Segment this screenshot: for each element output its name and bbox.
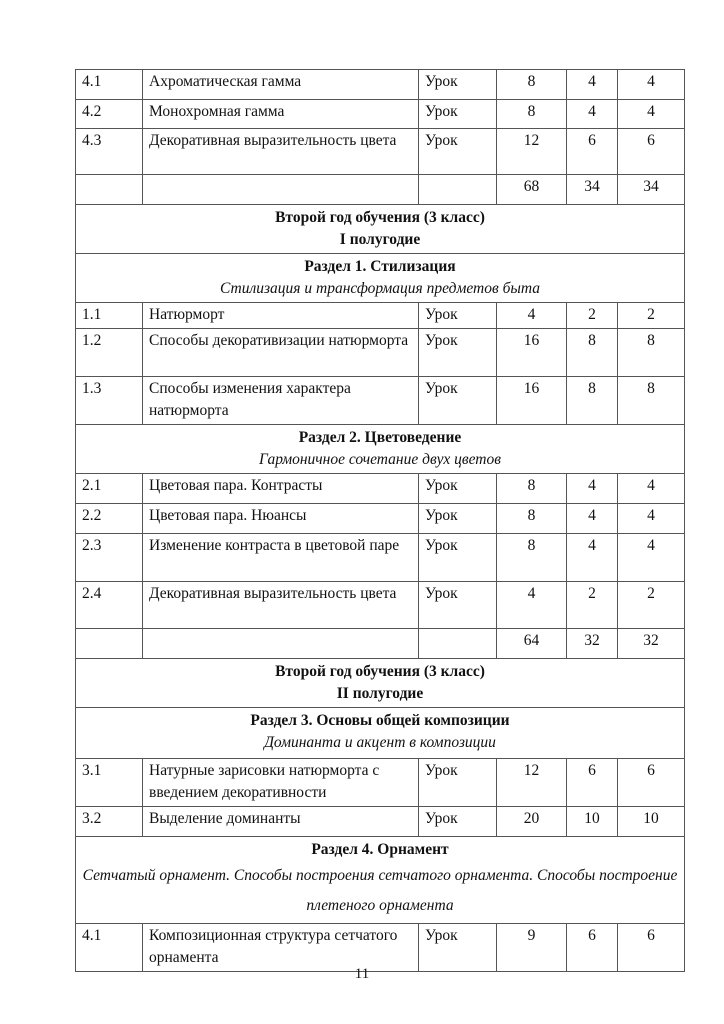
row-type: Урок: [419, 924, 497, 972]
row-topic: Цветовая пара. Контрасты: [143, 474, 419, 504]
table-row: [76, 924, 685, 972]
row-topic: Натюрморт: [143, 303, 419, 329]
row-number: 4.3: [76, 129, 143, 175]
row-type: Урок: [419, 70, 497, 100]
year-header: [76, 205, 685, 254]
row-hours-a: 4: [567, 100, 618, 129]
row-number: 4.1: [76, 924, 143, 972]
empty-cell: [143, 629, 419, 659]
row-topic: Натурные зарисовки натюрморта с введением декоративности: [143, 759, 419, 807]
row-hours-a: 4: [567, 504, 618, 534]
row-type: Урок: [419, 129, 497, 175]
section-title: Раздел 1. Стилизация: [304, 258, 456, 275]
row-total-hours: 12: [497, 759, 567, 807]
table-row: [76, 377, 685, 425]
row-total-hours: 8: [497, 474, 567, 504]
row-type: Урок: [419, 534, 497, 582]
empty-cell: [76, 629, 143, 659]
semester-title: I полугодие: [339, 231, 421, 248]
row-type: Урок: [419, 377, 497, 425]
page-number: 11: [354, 966, 370, 982]
year-header-row: [76, 205, 685, 254]
section-header-row: [76, 254, 685, 303]
row-number: 2.2: [76, 504, 143, 534]
section-title: Раздел 3. Основы общей композиции: [250, 712, 510, 729]
row-hours-a: 6: [567, 924, 618, 972]
row-number: 2.3: [76, 534, 143, 582]
row-topic: Декоративная выразительность цвета: [143, 129, 419, 175]
table-row: [76, 329, 685, 377]
section-header-row: [76, 708, 685, 759]
table-row: [76, 474, 685, 504]
semester-title: II полугодие: [336, 685, 424, 702]
row-type: Урок: [419, 582, 497, 629]
row-total-hours: 20: [497, 807, 567, 837]
row-number: 1.1: [76, 303, 143, 329]
row-hours-a: 4: [567, 474, 618, 504]
table-row: [76, 100, 685, 129]
row-hours-b: 6: [618, 129, 685, 175]
section-subtitle: Гармоничное сочетание двух цветов: [259, 451, 501, 468]
row-number: 3.2: [76, 807, 143, 837]
row-hours-b: 2: [618, 303, 685, 329]
row-topic: Цветовая пара. Нюансы: [143, 504, 419, 534]
row-number: 3.1: [76, 759, 143, 807]
section-header: [76, 837, 685, 924]
empty-cell: [143, 175, 419, 205]
curriculum-table: [75, 69, 685, 972]
section-header: [76, 425, 685, 474]
row-hours-a: 4: [567, 534, 618, 582]
row-type: Урок: [419, 807, 497, 837]
row-hours-b: 4: [618, 474, 685, 504]
empty-cell: [419, 629, 497, 659]
row-hours-b: 4: [618, 504, 685, 534]
table-row: [76, 504, 685, 534]
empty-cell: [76, 175, 143, 205]
section-title: Раздел 2. Цветоведение: [298, 429, 462, 446]
row-total-hours: 8: [497, 504, 567, 534]
table-row: [76, 759, 685, 807]
row-type: Урок: [419, 504, 497, 534]
row-topic: Монохромная гамма: [143, 100, 419, 129]
row-number: 4.2: [76, 100, 143, 129]
row-topic: Способы декоративизации натюрморта: [143, 329, 419, 377]
section-header-row: [76, 837, 685, 924]
table-row: [76, 807, 685, 837]
year-header-row: [76, 659, 685, 708]
row-type: Урок: [419, 474, 497, 504]
row-topic: Изменение контраста в цветовой паре: [143, 534, 419, 582]
row-hours-b: 8: [618, 329, 685, 377]
row-topic: Композиционная структура сетчатого орнамента: [143, 924, 419, 972]
section-title: Раздел 4. Орнамент: [311, 841, 449, 858]
table-row: [76, 129, 685, 175]
row-total-hours: 8: [497, 70, 567, 100]
row-hours-b: 4: [618, 100, 685, 129]
row-hours-a: 2: [567, 582, 618, 629]
table-row: [76, 582, 685, 629]
row-total-hours: 16: [497, 329, 567, 377]
totals-row: [76, 175, 685, 205]
row-topic: Декоративная выразительность цвета: [143, 582, 419, 629]
row-total-hours: 16: [497, 377, 567, 425]
totals-hours-a: 32: [567, 629, 618, 659]
row-topic: Способы изменения характера натюрморта: [143, 377, 419, 425]
section-subtitle: Сетчатый орнамент. Способы построения сетчатого орнамента. Способы построение плетеного орнамента: [82, 867, 678, 914]
row-type: Урок: [419, 100, 497, 129]
row-total-hours: 12: [497, 129, 567, 175]
row-topic: Выделение доминанты: [143, 807, 419, 837]
row-hours-a: 8: [567, 377, 618, 425]
row-hours-b: 8: [618, 377, 685, 425]
row-hours-b: 6: [618, 924, 685, 972]
section-subtitle: Стилизация и трансформация предметов быта: [219, 280, 540, 297]
totals-row: [76, 629, 685, 659]
row-total-hours: 8: [497, 100, 567, 129]
section-header: [76, 708, 685, 759]
totals-hours: 68: [497, 175, 567, 205]
section-subtitle: Доминанта и акцент в композиции: [264, 734, 496, 751]
table-row: [76, 303, 685, 329]
row-number: 1.2: [76, 329, 143, 377]
row-total-hours: 9: [497, 924, 567, 972]
table-row: [76, 70, 685, 100]
row-hours-b: 10: [618, 807, 685, 837]
totals-hours-b: 34: [618, 175, 685, 205]
totals-hours-a: 34: [567, 175, 618, 205]
row-total-hours: 4: [497, 582, 567, 629]
row-hours-b: 6: [618, 759, 685, 807]
row-hours-a: 4: [567, 70, 618, 100]
row-hours-a: 10: [567, 807, 618, 837]
totals-hours-b: 32: [618, 629, 685, 659]
row-type: Урок: [419, 303, 497, 329]
row-hours-b: 4: [618, 70, 685, 100]
row-hours-a: 6: [567, 759, 618, 807]
row-number: 2.4: [76, 582, 143, 629]
totals-hours: 64: [497, 629, 567, 659]
row-type: Урок: [419, 759, 497, 807]
year-title: Второй год обучения (3 класс): [275, 209, 485, 226]
year-header: [76, 659, 685, 708]
row-hours-a: 6: [567, 129, 618, 175]
row-hours-b: 2: [618, 582, 685, 629]
empty-cell: [419, 175, 497, 205]
row-hours-a: 2: [567, 303, 618, 329]
row-total-hours: 8: [497, 534, 567, 582]
year-title: Второй год обучения (3 класс): [275, 663, 485, 680]
row-number: 4.1: [76, 70, 143, 100]
table-row: [76, 534, 685, 582]
row-total-hours: 4: [497, 303, 567, 329]
section-header-row: [76, 425, 685, 474]
row-topic: Ахроматическая гамма: [143, 70, 419, 100]
row-number: 2.1: [76, 474, 143, 504]
row-hours-a: 8: [567, 329, 618, 377]
row-hours-b: 4: [618, 534, 685, 582]
section-header: [76, 254, 685, 303]
row-number: 1.3: [76, 377, 143, 425]
row-type: Урок: [419, 329, 497, 377]
